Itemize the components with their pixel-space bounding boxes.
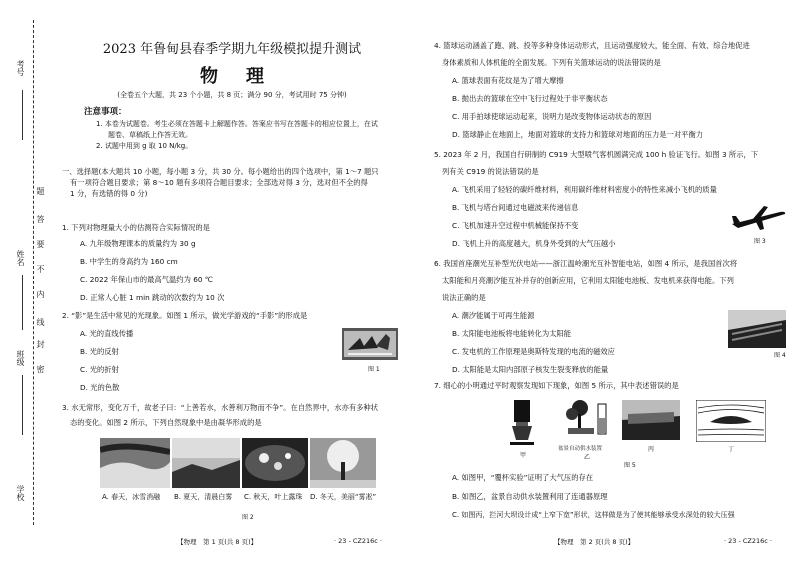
field-line[interactable] — [22, 275, 23, 330]
exam-title: 2023 年鲁甸县春季学期九年级模拟提升测试 — [102, 42, 362, 57]
question-7-stem: 7. 细心的小明通过平时观察发现如下现象，如图 5 所示，其中表述错误的是 — [434, 381, 679, 390]
notice-item: 题卷、草稿纸上作答无效。 — [108, 131, 192, 139]
figure-2-label: 图 2 — [242, 514, 254, 521]
q1-option-d: D. 正常人心脏 1 min 跳动的次数约为 10 次 — [80, 293, 225, 302]
q5-option-d: D. 飞机上升的高度越大，机身外受到的大气压越小 — [452, 239, 616, 248]
summer-fog-photo — [172, 438, 240, 488]
q5-option-b: B. 飞机与塔台间通过电磁波来传递信息 — [452, 203, 579, 212]
notice-item: 2. 试题中用到 g 取 10 N/kg。 — [96, 142, 193, 150]
q1-option-c: C. 2022 年保山市的最高气温约为 60 ℃ — [80, 275, 214, 284]
q3-option-b: B. 夏天，清晨白雾 — [174, 493, 233, 501]
fig5-label-yi: 乙 — [584, 454, 591, 461]
q6-option-a: A. 潮汐能属于可再生能源 — [452, 311, 535, 320]
section-line: 一、选择题(本大题共 10 小题，每小题 3 分，共 30 分。每小题给出的四个选项中，第 1～7 题只 — [62, 167, 379, 176]
field-label-school: 学校 — [16, 485, 25, 501]
seal-char: 不 — [36, 265, 45, 273]
q6-option-d: D. 太阳能是太阳内部原子核发生裂变释放的能量 — [452, 365, 609, 374]
question-5-stem: 5. 2023 年 2 月，我国自行研制的 C919 大型喷气客机圆满完成 100 h 验证飞行。如图 3 所示，下 — [434, 150, 759, 159]
q4-option-b: B. 抛出去的篮球在空中飞行过程处于非平衡状态 — [452, 94, 608, 103]
airfoil-streamline-figure — [696, 400, 766, 442]
field-label-name: 姓名 — [16, 250, 25, 266]
question-2-stem: 2. “影”是生活中常见的光现象。如图 1 所示，做光学游戏的“手影”的形成是 — [62, 311, 308, 320]
q1-option-a: A. 九年级物理课本的质量约为 30 g — [80, 239, 196, 248]
winter-rime-photo — [310, 438, 376, 488]
field-line[interactable] — [22, 90, 23, 140]
overturned-cup-figure — [492, 396, 552, 448]
q1-option-b: B. 中学生的身高约为 160 cm — [80, 257, 178, 266]
fig5-label-jia: 甲 — [520, 452, 527, 459]
section-line: 有一项符合题目要求；第 8～10 题有多项符合题目要求；全部选对得 3 分，选对但不全的得 — [70, 178, 368, 187]
q5-option-a: A. 飞机采用了轻轻的碳纤维材料，利用碳纤维材料密度小的特性来减小飞机的质量 — [452, 185, 717, 194]
spring-ice-photo — [100, 438, 170, 488]
figure-4-label: 图 4 — [774, 352, 786, 359]
dam-photo — [622, 400, 680, 440]
seal-char: 密 — [36, 365, 45, 373]
subject-title: 物理 — [200, 66, 292, 87]
question-6-stem-cont: 太阳能和月亮潮汐能互补并存的创新应用，它利用太阳能电池板、发电机来获得电能。下列 — [442, 276, 734, 285]
q4-option-d: D. 篮球静止在地面上，地面对篮球的支持力和篮球对地面的压力是一对平衡力 — [452, 130, 704, 139]
seal-char: 内 — [36, 290, 45, 298]
page-2-footer: 【物理 第 2 页(共 8 页)】 — [554, 538, 635, 546]
seal-line — [33, 20, 34, 525]
question-4-stem-cont: 身体素质和人体机能的全面发展。下列有关篮球运动的说法错误的是 — [442, 58, 661, 67]
fig5-label-ding: 丁 — [728, 446, 735, 453]
notice-item: 1. 本卷为试题卷。考生必须在答题卡上解题作答。答案应书写在答题卡的相应位置上，在试 — [96, 120, 378, 128]
exam-info: (全卷五个大题，共 23 个小题，共 8 页；满分 90 分，考试用时 75 分钟) — [117, 91, 347, 99]
fig5-label-bing: 丙 — [648, 446, 655, 453]
question-5-stem-cont: 列有关 C919 的说法错误的是 — [442, 167, 539, 176]
seal-char: 封 — [36, 340, 45, 348]
paper-code: · 23 - CZ216c · — [724, 537, 772, 545]
seal-char: 题 — [36, 187, 45, 195]
q3-option-a: A. 春天，冰雪消融 — [102, 493, 161, 501]
field-label-exam-no: 考号 — [16, 60, 25, 76]
binding-margin — [0, 0, 62, 563]
autumn-dew-photo — [242, 438, 308, 488]
paper-code: · 23 - CZ216c · — [334, 537, 382, 545]
hand-shadow-figure — [342, 328, 398, 360]
bonsai-device-label: 盆景自动供水装置 — [558, 446, 603, 452]
section-line: 1 分，有选错的得 0 分) — [70, 189, 148, 198]
seal-char: 线 — [36, 318, 45, 326]
question-4-stem: 4. 篮球运动涵盖了跑、跳、投等多种身体运动形式，且运动强度较大，能全面、有效、综合地促进 — [434, 41, 750, 50]
q7-option-b: B. 如图乙，盆景自动供水装置利用了连通器原理 — [452, 492, 608, 501]
field-label-class: 班级 — [16, 350, 25, 366]
page-1-footer: 【物理 第 1 页(共 8 页)】 — [177, 538, 258, 546]
q7-option-c: C. 如图丙，拦河大坝设计成“上窄下宽”形状，这样做是为了使其能够承受水深处的较大压强 — [452, 511, 735, 519]
q4-option-a: A. 篮球表面有花纹是为了增大摩擦 — [452, 76, 564, 85]
airplane-figure — [730, 204, 788, 232]
figure-3-label: 图 3 — [754, 238, 766, 245]
question-6-stem: 6. 我国首座潮光互补型光伏电站——浙江温岭潮光互补智能电站，如图 4 所示，是我国首次将 — [434, 259, 738, 268]
notice-title: 注意事项： — [84, 107, 127, 117]
field-line[interactable] — [22, 375, 23, 435]
solar-tidal-station-photo — [728, 310, 786, 348]
seal-char: 要 — [36, 240, 45, 248]
q2-option-a: A. 光的直线传播 — [80, 329, 134, 338]
question-3-stem: 3. 水无常形，变化万千，故老子曰：“上善若水，水善利万物而不争”。在自然界中，水亦有多种状 — [62, 403, 379, 412]
q2-option-b: B. 光的反射 — [80, 347, 119, 356]
bonsai-water-supply-figure — [562, 398, 612, 442]
seal-char: 答 — [36, 215, 45, 223]
question-1-stem: 1. 下列对物理量大小的估测符合实际情况的是 — [62, 223, 210, 232]
figure-5-label: 图 5 — [624, 462, 636, 469]
q6-option-c: C. 发电机的工作原理是奥斯特发现的电流的磁效应 — [452, 347, 615, 356]
q7-option-a: A. 如图甲，“覆杯实验”证明了大气压的存在 — [452, 473, 594, 482]
question-3-stem-cont: 态的变化。如图 2 所示，下列自然现象中是由凝华形成的是 — [70, 418, 262, 427]
section-one-heading — [62, 166, 404, 199]
q4-option-c: C. 用手拍球使球运动起来，说明力是改变物体运动状态的原因 — [452, 112, 652, 121]
right-page — [410, 0, 794, 563]
q3-option-d: D. 冬天，美丽“雾凇” — [310, 493, 377, 501]
figure-1-label: 图 1 — [368, 366, 380, 373]
q6-option-b: B. 太阳能电池板将电能转化为太阳能 — [452, 329, 572, 338]
q2-option-c: C. 光的折射 — [80, 365, 119, 374]
question-6-stem-cont2: 说法正确的是 — [442, 293, 486, 302]
q2-option-d: D. 光的色散 — [80, 383, 120, 392]
q3-option-c: C. 秋天，叶上露珠 — [244, 493, 303, 501]
q5-option-c: C. 飞机加速升空过程中机械能保持不变 — [452, 221, 579, 230]
